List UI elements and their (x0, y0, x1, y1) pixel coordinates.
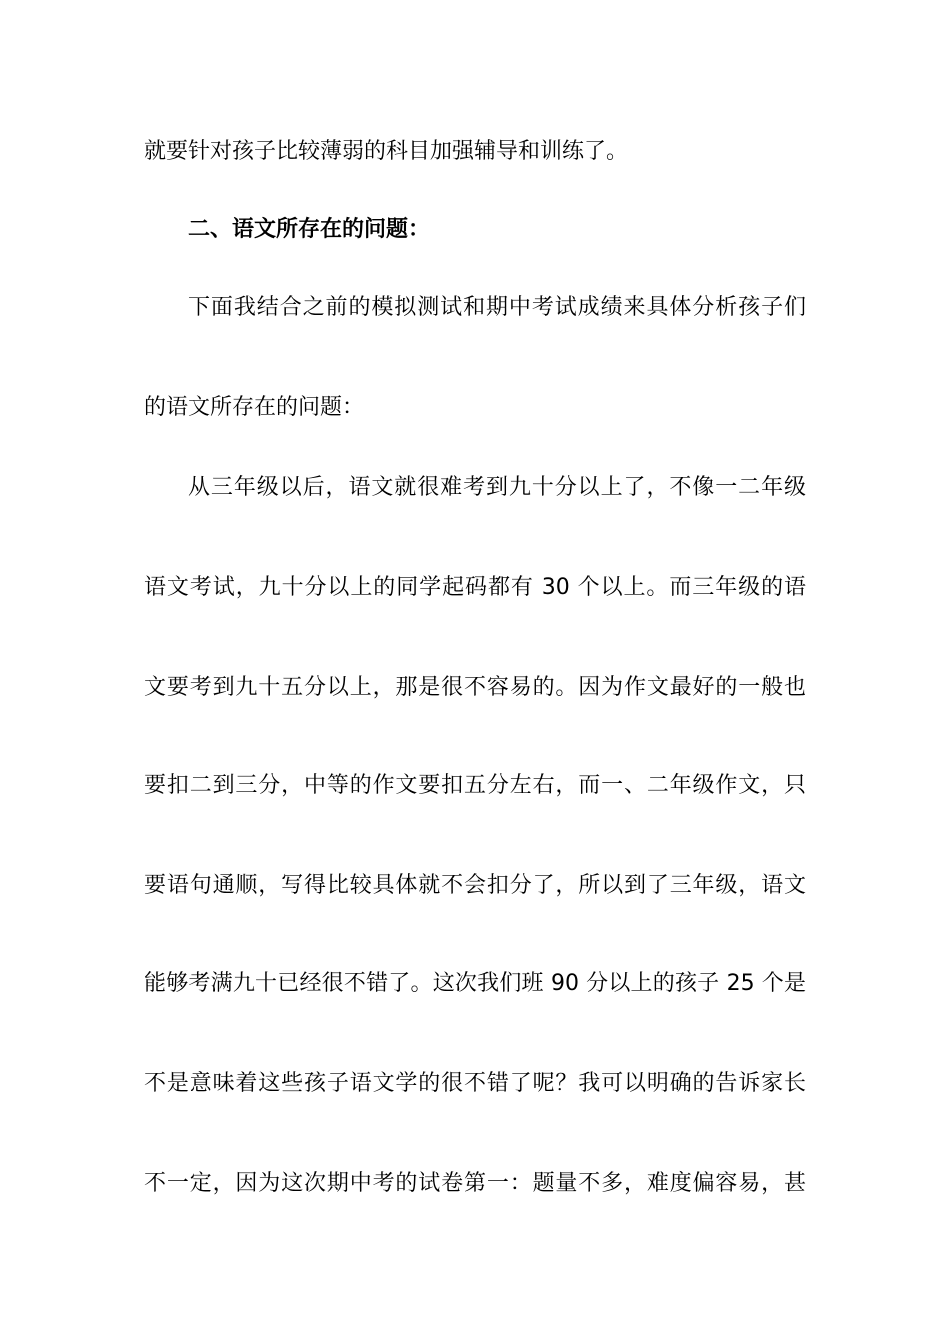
text-line: 就要针对孩子比较薄弱的科目加强辅导和训练了。 (144, 139, 629, 164)
text-line: 的语文所存在的问题： (144, 395, 365, 420)
text-line: 语文考试，九十分以上的同学起码都有 30 个以上。而三年级的语 (144, 575, 806, 600)
text-line: 要语句通顺，写得比较具体就不会扣分了，所以到了三年级，语文 (144, 873, 806, 898)
paragraph-first-line: 从三年级以后，语文就很难考到九十分以上了，不像一二年级 (188, 475, 806, 500)
text-line: 不是意味着这些孩子语文学的很不错了呢？我可以明确的告诉家长 (144, 1071, 806, 1096)
text-line: 不一定，因为这次期中考的试卷第一：题量不多，难度偏容易，甚 (144, 1171, 806, 1196)
text-line: 要扣二到三分，中等的作文要扣五分左右，而一、二年级作文，只 (144, 773, 806, 798)
text-line: 能够考满九十已经很不错了。这次我们班 90 分以上的孩子 25 个是 (144, 971, 806, 996)
section-heading: 二、语文所存在的问题： (188, 217, 431, 242)
text-line: 文要考到九十五分以上，那是很不容易的。因为作文最好的一般也 (144, 675, 806, 700)
paragraph-first-line: 下面我结合之前的模拟测试和期中考试成绩来具体分析孩子们 (188, 295, 806, 320)
